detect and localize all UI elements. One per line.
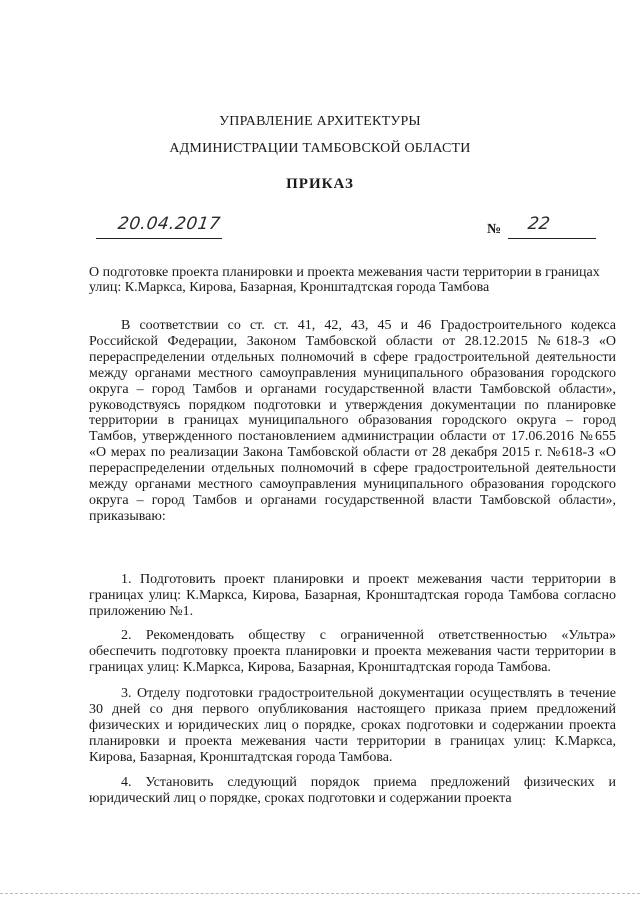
handwritten-number: 22 xyxy=(526,214,552,234)
intro-paragraph: В соответствии со ст. ст. 41, 42, 43, 45 и 46 Градостроительного кодекса Российской Федерации, Законом Тамбовской области от 28.12.2015 №618-З «О перераспределении отдельных полномочий в сфере градостроительной деятельности между органами местного самоуправления муниципального образования городского округа – город Тамбов и органами государственной власти Тамбовской области», руководствуясь порядком подготовки и утверждения документации по планировке территории в границах муниципального образования городского округа – город Тамбов, утвержденного постановлением администрации области от 17.06.2016 №655 «О мерах по реализации Закона Тамбовской области от 28 декабря 2015 г. №618-З «О перераспределении отдельных полномочий в сфере градостроительной деятельности между органами местного самоуправления муниципального образования городского округа – город Тамбов и органами государственной власти Тамбовской области», приказываю: xyxy=(89,318,616,524)
number-label: № xyxy=(487,222,502,237)
agency-subtitle: АДМИНИСТРАЦИИ ТАМБОВСКОЙ ОБЛАСТИ xyxy=(169,141,471,156)
order-item-3: 3. Отделу подготовки градостроительной документации осуществлять в течение 30 дней со дня первого опубликования настоящего приказа прием предложений физических и юридических лиц о порядке, сроках подготовки и содержании проекта планировки и проекта межевания части территории в границах улиц: К.Маркса, Кирова, Базарная, Кронштадтская города Тамбова. xyxy=(89,686,616,765)
page-edge-divider xyxy=(0,893,640,894)
order-item-1: 1. Подготовить проект планировки и проект межевания части территории в границах улиц: К.Маркса, Кирова, Базарная, Кронштадтская города Тамбова согласно приложению №1. xyxy=(89,572,616,619)
number-field xyxy=(508,214,596,239)
document-subject: О подготовке проекта планировки и проекта межевания части территории в границах улиц: К.Маркса, Кирова, Базарная, Кронштадтская города Тамбова xyxy=(89,265,600,295)
order-item-2: 2. Рекомендовать обществу с ограниченной ответственностью «Ультра» обеспечить подготовку проекта планировки и проекта межевания части территории в границах улиц: К.Маркса, Кирова, Базарная, Кронштадтская города Тамбова. xyxy=(89,628,616,675)
date-field xyxy=(96,214,222,239)
order-item-4: 4. Установить следующий порядок приема предложений физических и юридический лиц о порядке, сроках подготовки и содержании проекта xyxy=(89,775,616,806)
handwritten-date: 20.04.2017 xyxy=(116,214,222,234)
document-title: ПРИКАЗ xyxy=(286,176,354,192)
agency-name: УПРАВЛЕНИЕ АРХИТЕКТУРЫ xyxy=(219,114,421,129)
